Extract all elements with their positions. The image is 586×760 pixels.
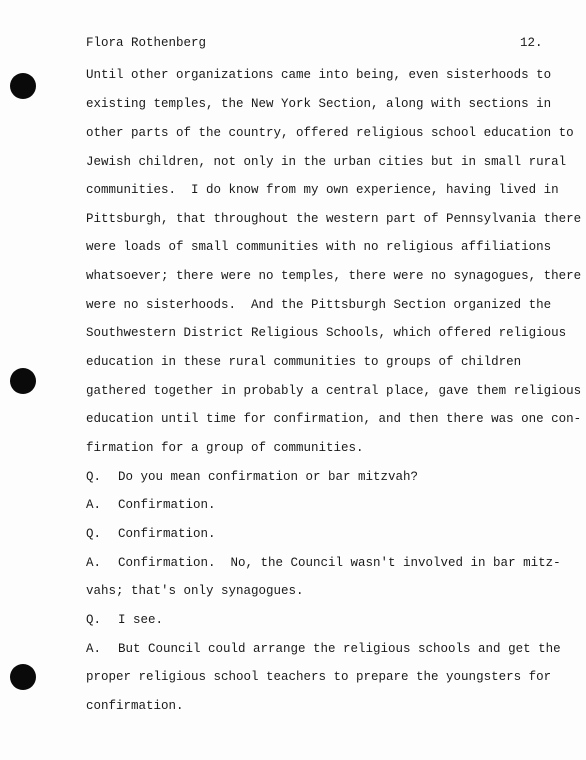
dialogue-text: I see. [118, 613, 164, 627]
dialogue-line [86, 612, 163, 628]
speaker-tag: Q. [86, 527, 102, 541]
dialogue-line [86, 469, 418, 485]
speaker-tag: A. [86, 642, 102, 656]
paragraph-line: Until other organizations came into being, even sisterhoods to [86, 68, 552, 82]
dialogue-text: But Council could arrange the religious schools and get the [118, 642, 561, 656]
dialogue-line [86, 669, 551, 685]
paragraph-line: were no sisterhoods. And the Pittsburgh Section organized the [86, 298, 552, 312]
paragraph-line: education in these rural communities to groups of children [86, 355, 522, 369]
paragraph-line: other parts of the country, offered religious school education to [86, 126, 574, 140]
page-number: 12. [520, 36, 543, 50]
paragraph-line: gathered together in probably a central place, gave them religious [86, 384, 582, 398]
speaker-tag: A. [86, 498, 102, 512]
dialogue-line [86, 641, 561, 657]
paragraph-line: existing temples, the New York Section, along with sections in [86, 97, 552, 111]
paragraph-line: Southwestern District Religious Schools, which offered religious [86, 326, 567, 340]
paragraph-line: communities. I do know from my own experience, having lived in [86, 183, 559, 197]
dialogue-text: vahs; that's only synagogues. [86, 584, 304, 598]
dialogue-line [86, 583, 304, 599]
paragraph-line: Jewish children, not only in the urban cities but in small rural [86, 155, 567, 169]
dialogue-text: confirmation. [86, 699, 184, 713]
dialogue-text: Confirmation. [118, 527, 216, 541]
header-interviewee-name: Flora Rothenberg [86, 36, 207, 50]
paragraph-line: whatsoever; there were no temples, there were no synagogues, there [86, 269, 582, 283]
speaker-tag: Q. [86, 470, 102, 484]
dialogue-text: Do you mean confirmation or bar mitzvah? [118, 470, 419, 484]
paragraph-line: education until time for confirmation, and then there was one con- [86, 412, 582, 426]
speaker-tag: A. [86, 556, 102, 570]
binder-hole [10, 73, 36, 99]
paragraph-line: were loads of small communities with no religious affiliations [86, 240, 552, 254]
dialogue-text: Confirmation. No, the Council wasn't involved in bar mitz- [118, 556, 561, 570]
dialogue-line [86, 555, 561, 571]
speaker-tag: Q. [86, 613, 102, 627]
paragraph-line: firmation for a group of communities. [86, 441, 364, 455]
paragraph-line: Pittsburgh, that throughout the western part of Pennsylvania there [86, 212, 582, 226]
dialogue-line [86, 698, 184, 714]
dialogue-text: Confirmation. [118, 498, 216, 512]
binder-hole [10, 368, 36, 394]
dialogue-text: proper religious school teachers to prepare the youngsters for [86, 670, 552, 684]
dialogue-line [86, 526, 216, 542]
binder-hole [10, 664, 36, 690]
dialogue-line [86, 497, 216, 513]
